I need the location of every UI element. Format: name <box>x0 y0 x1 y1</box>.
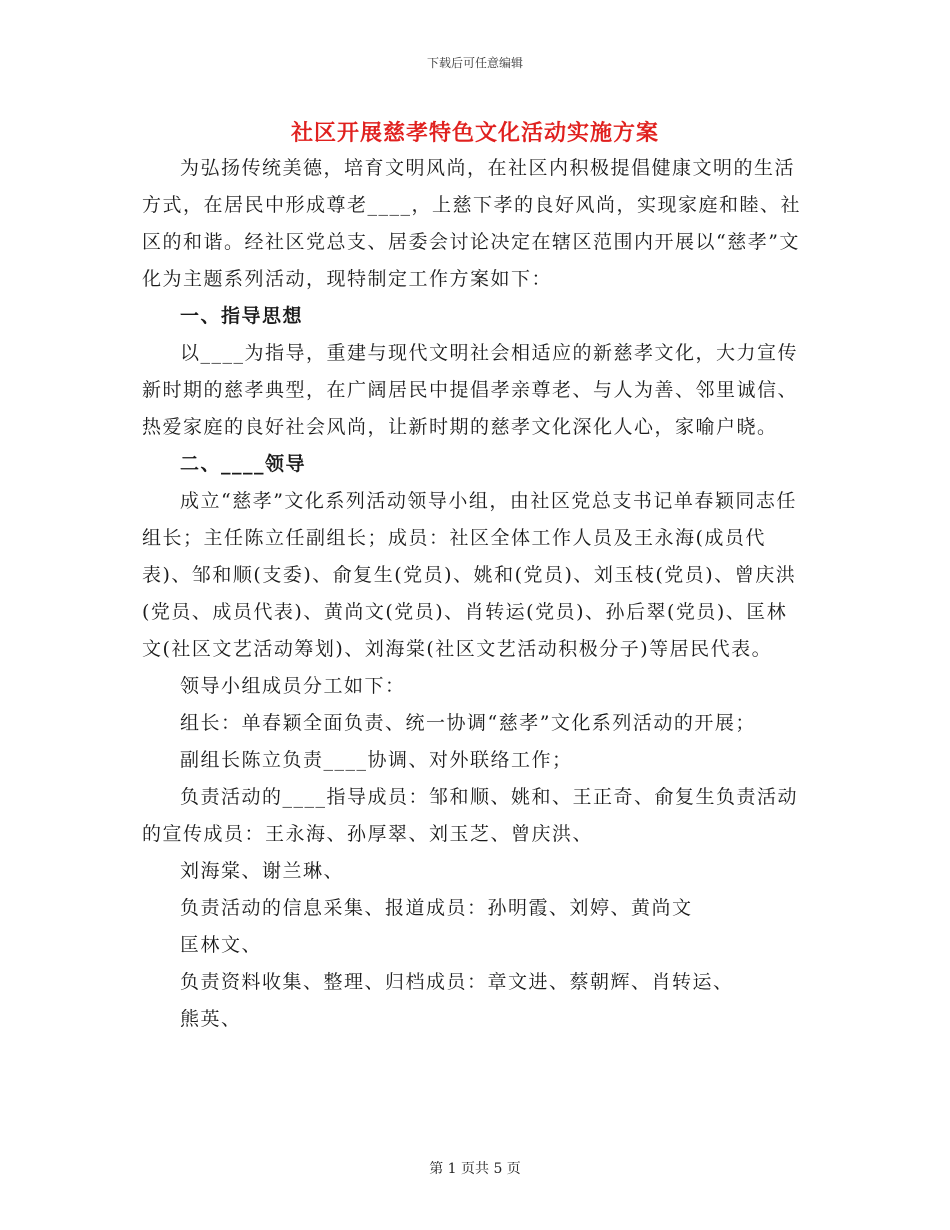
document-title: 社区开展慈孝特色文化活动实施方案 <box>290 120 659 146</box>
page-footer: 第 1 页共 5 页 <box>429 1161 521 1177</box>
paragraph-guidance-members-cont: 刘海棠、谢兰琳、 <box>180 860 345 882</box>
paragraph-leader: 组长：单春颖全面负责、统一协调“慈孝”文化系列活动的开展； <box>180 712 756 734</box>
header-note: 下载后可任意编辑 <box>426 56 523 70</box>
paragraph-deputy: 副组长陈立负责____协调、对外联络工作； <box>180 749 573 771</box>
paragraph-info-members: 负责活动的信息采集、报道成员：孙明霞、刘婷、黄尚文 <box>180 897 693 919</box>
paragraph-archive-members: 负责资料收集、整理、归档成员：章文进、蔡朝辉、肖转运、 <box>180 971 734 993</box>
document-body <box>142 150 807 1038</box>
section-heading-1: 一、指导思想 <box>180 305 304 327</box>
paragraph-info-members-cont: 匡林文、 <box>180 934 263 956</box>
intro-paragraph: 为弘扬传统美德，培育文明风尚，在社区内积极提倡健康文明的生活方式，在居民中形成尊老____，上慈下孝的良好风尚，实现家庭和睦、社区的和谐。经社区党总支、居委会讨论决定在辖区范围内开展以“慈孝”文化为主题系列活动，现特制定工作方案如下： <box>142 157 802 290</box>
paragraph-guidance-members: 负责活动的____指导成员：邹和顺、姚和、王正奇、俞复生负责活动的宣传成员：王永海、孙厚翠、刘玉芝、曾庆洪、 <box>142 786 799 845</box>
paragraph-division: 领导小组成员分工如下： <box>180 675 406 697</box>
section-heading-2: 二、____领导 <box>180 453 307 475</box>
paragraph-guiding: 以____为指导，重建与现代文明社会相适应的新慈孝文化，大力宣传新时期的慈孝典型，在广阔居民中提倡孝亲尊老、与人为善、邻里诚信、热爱家庭的良好社会风尚，让新时期的慈孝文化深化人心，家喻户晓。 <box>142 342 799 438</box>
paragraph-leadership: 成立“慈孝”文化系列活动领导小组，由社区党总支书记单春颖同志任组长；主任陈立任副组长；成员：社区全体工作人员及王永海(成员代表)、邹和顺(支委)、俞复生(党员)、姚和(党员)、刘玉枝(党员)、曾庆洪(党员、成员代表)、黄尚文(党员)、肖转运(党员)、孙后翠(党员)、匡林文(社区文艺活动筹划)、刘海棠(社区文艺活动积极分子)等居民代表。 <box>142 490 797 660</box>
paragraph-archive-members-cont: 熊英、 <box>180 1008 242 1030</box>
